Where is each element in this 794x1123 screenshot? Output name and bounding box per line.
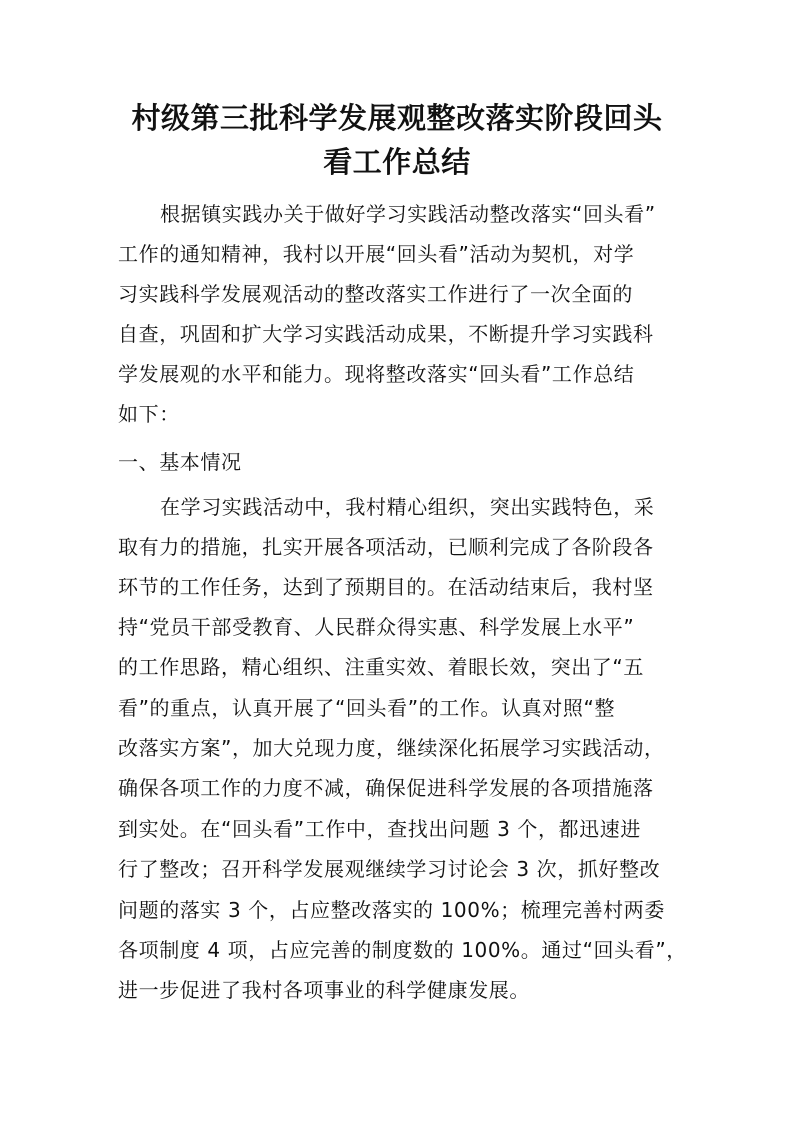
paragraph-line: 各项制度 4 项，占应完善的制度数的 100%。通过“回头看”， xyxy=(118,938,687,962)
paragraph-line: 的工作思路，精心组织、注重实效、着眼长效，突出了“五 xyxy=(118,655,644,679)
paragraph-line: 问题的落实 3 个，占应整改落实的 100%；梳理完善村两委 xyxy=(118,898,665,922)
paragraph-line: 学发展观的水平和能力。现将整改落实“回头看”工作总结 xyxy=(118,362,635,386)
paragraph-line: 行了整改；召开科学发展观继续学习讨论会 3 次，抓好整改 xyxy=(118,857,661,881)
paragraph-line: 持“党员干部受教育、人民群众得实惠、科学发展上水平” xyxy=(118,615,635,639)
paragraph-line: 工作的通知精神，我村以开展“回头看”活动为契机，对学 xyxy=(118,242,635,266)
document-title-line-2: 看工作总结 xyxy=(323,145,471,179)
paragraph-line: 习实践科学发展观活动的整改落实工作进行了一次全面的 xyxy=(118,282,633,306)
paragraph-line: 取有力的措施，扎实开展各项活动，已顺利完成了各阶段各 xyxy=(118,535,654,559)
paragraph-line: 看”的重点，认真开展了“回头看”的工作。认真对照“整 xyxy=(118,696,616,720)
paragraph-line: 根据镇实践办关于做好学习实践活动整改落实“回头看” xyxy=(160,202,656,226)
paragraph-line: 环节的工作任务，达到了预期目的。在活动结束后，我村坚 xyxy=(118,575,654,599)
paragraph-line: 自查，巩固和扩大学习实践活动成果，不断提升学习实践科 xyxy=(118,322,654,346)
paragraph-line: 改落实方案”，加大兑现力度，继续深化拓展学习实践活动， xyxy=(118,736,665,760)
paragraph-line: 如下： xyxy=(118,402,180,426)
document-title-line-1: 村级第三批科学发展观整改落实阶段回头 xyxy=(131,101,663,135)
paragraph-line: 进一步促进了我村各项事业的科学健康发展。 xyxy=(118,978,530,1002)
paragraph-line: 到实处。在“回头看”工作中，查找出问题 3 个，都迅速进 xyxy=(118,817,641,841)
section-heading: 一、基本情况 xyxy=(118,450,242,474)
paragraph-line: 确保各项工作的力度不减，确保促进科学发展的各项措施落 xyxy=(118,776,654,800)
paragraph-line: 在学习实践活动中，我村精心组织，突出实践特色，采 xyxy=(160,495,655,519)
